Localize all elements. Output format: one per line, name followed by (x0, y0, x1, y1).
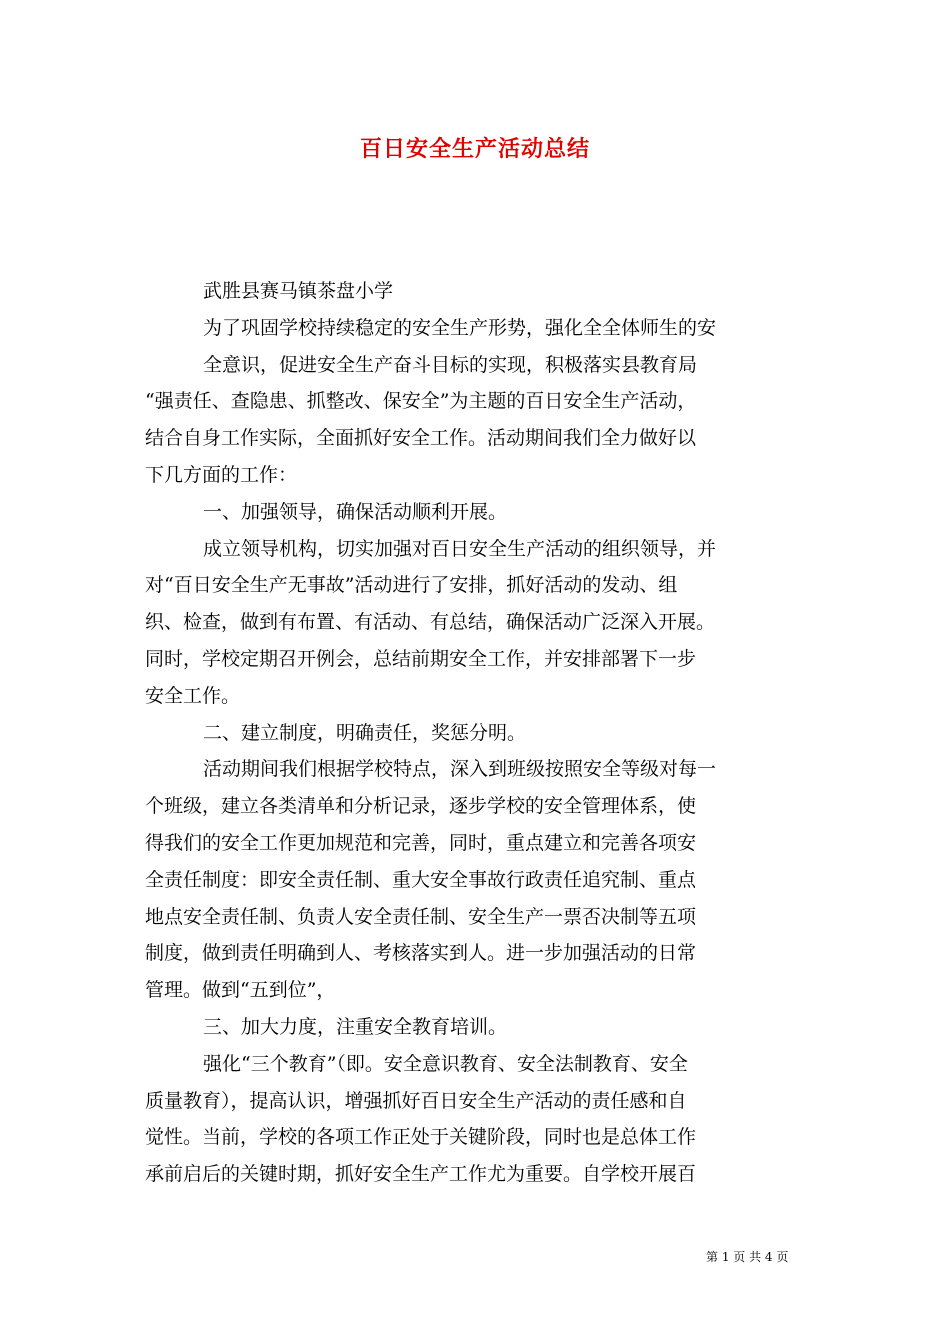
document-title: 百日安全生产活动总结 (359, 136, 590, 162)
body-line: 个班级，建立各类清单和分析记录，逐步学校的安全管理体系，使 (145, 795, 697, 818)
body-line: 地点安全责任制、负责人安全责任制、安全生产一票否决制等五项 (145, 905, 697, 928)
body-line: 同时，学校定期召开例会，总结前期安全工作，并安排部署下一步 (145, 647, 697, 670)
body-line: 制度，做到责任明确到人、考核落实到人。进一步加强活动的日常 (145, 942, 697, 965)
body-line: 安全工作。 (145, 684, 241, 707)
body-line: “强责任、查隐患、抓整改、保安全”为主题的百日安全生产活动， (145, 390, 697, 413)
page-number-footer: 第 1 页 共 4 页 (706, 1250, 789, 1264)
body-line: 管理。做到“五到位”， (145, 979, 336, 1002)
section-heading: 三、加大力度，注重安全教育培训。 (203, 1015, 508, 1038)
document-body (145, 273, 810, 1193)
body-line: 下几方面的工作： (145, 463, 298, 486)
body-line: 活动期间我们根据学校特点，深入到班级按照安全等级对每一 (203, 758, 717, 781)
section-heading: 一、加强领导，确保活动顺利开展。 (203, 500, 508, 523)
body-line: 织、检查，做到有布置、有活动、有总结，确保活动广泛深入开展。 (145, 611, 716, 634)
body-line: 全责任制度：即安全责任制、重大安全事故行政责任追究制、重点 (145, 868, 697, 891)
body-line: 武胜县赛马镇茶盘小学 (203, 280, 394, 302)
body-line: 承前启后的关键时期，抓好安全生产工作尤为重要。自学校开展百 (145, 1163, 697, 1186)
body-line: 质量教育），提高认识，增强抓好百日安全生产活动的责任感和自 (145, 1089, 687, 1112)
body-line: 对“百日安全生产无事故”活动进行了安排，抓好活动的发动、组 (145, 574, 678, 597)
body-line: 得我们的安全工作更加规范和完善，同时，重点建立和完善各项安 (145, 831, 697, 854)
body-line: 为了巩固学校持续稳定的安全生产形势，强化全全体师生的安 (203, 316, 717, 339)
body-line: 觉性。当前，学校的各项工作正处于关键阶段，同时也是总体工作 (145, 1126, 697, 1149)
body-line: 结合自身工作实际，全面抓好安全工作。活动期间我们全力做好以 (145, 427, 697, 450)
section-heading: 二、建立制度，明确责任，奖惩分明。 (203, 721, 527, 744)
body-line: 强化“三个教育”（即。安全意识教育、安全法制教育、安全 (203, 1052, 688, 1075)
body-line: 成立领导机构，切实加强对百日安全生产活动的组织领导，并 (203, 537, 717, 560)
body-line: 全意识，促进安全生产奋斗目标的实现，积极落实县教育局 (203, 353, 698, 376)
